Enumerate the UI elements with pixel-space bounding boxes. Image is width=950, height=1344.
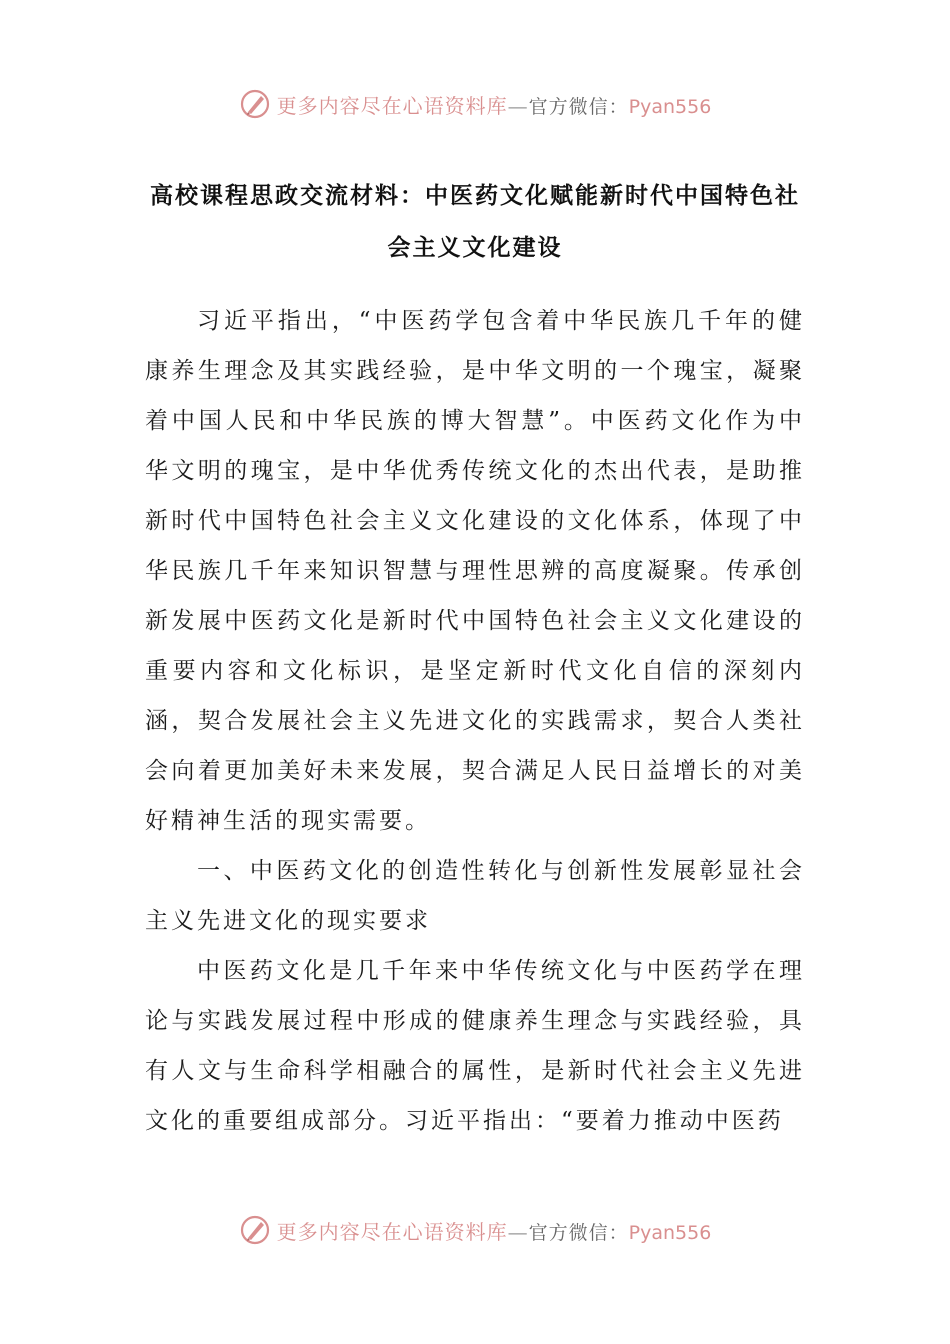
- watermark-dash: —: [507, 1219, 529, 1244]
- pen-logo-icon: [239, 1214, 271, 1246]
- section-heading: 一、中医药文化的创造性转化与创新性发展彰显社会主义先进文化的现实要求: [145, 858, 805, 934]
- pen-logo-icon: [239, 88, 271, 120]
- header-watermark: [0, 84, 950, 124]
- document-body: [145, 296, 805, 1146]
- watermark-wechat-label: 官方微信：: [528, 95, 629, 118]
- watermark-text: [277, 1216, 712, 1245]
- watermark-wechat-label: 官方微信：: [528, 1221, 629, 1244]
- watermark-site: 更多内容尽在心语资料库: [276, 93, 508, 118]
- body-paragraph: 中医药文化是几千年来中华传统文化与中医药学在理论与实践发展过程中形成的健康养生理念与实践经验，具有人文与生命科学相融合的属性，是新时代社会主义先进文化的重要组成部分。习近平指出：“要着力推动中医药: [145, 958, 805, 1134]
- watermark-dash: —: [507, 93, 529, 118]
- watermark-wechat-id: Pyan556: [628, 95, 712, 118]
- watermark-site: 更多内容尽在心语资料库: [276, 1219, 508, 1244]
- watermark-wechat-id: Pyan556: [628, 1221, 712, 1244]
- body-paragraph: 习近平指出，“中医药学包含着中华民族几千年的健康养生理念及其实践经验，是中华文明的一个瑰宝，凝聚着中国人民和中华民族的博大智慧”。中医药文化作为中华文明的瑰宝，是中华优秀传统文化的杰出代表，是助推新时代中国特色社会主义文化建设的文化体系，体现了中华民族几千年来知识智慧与理性思辨的高度凝聚。传承创新发展中医药文化是新时代中国特色社会主义文化建设的重要内容和文化标识，是坚定新时代文化自信的深刻内涵，契合发展社会主义先进文化的实践需求，契合人类社会向着更加美好未来发展，契合满足人民日益增长的对美好精神生活的现实需要。: [145, 308, 805, 834]
- watermark-text: [277, 90, 712, 119]
- document-title: 高校课程思政交流材料：中医药文化赋能新时代中国特色社会主义文化建设: [150, 183, 800, 261]
- footer-watermark: [0, 1210, 950, 1250]
